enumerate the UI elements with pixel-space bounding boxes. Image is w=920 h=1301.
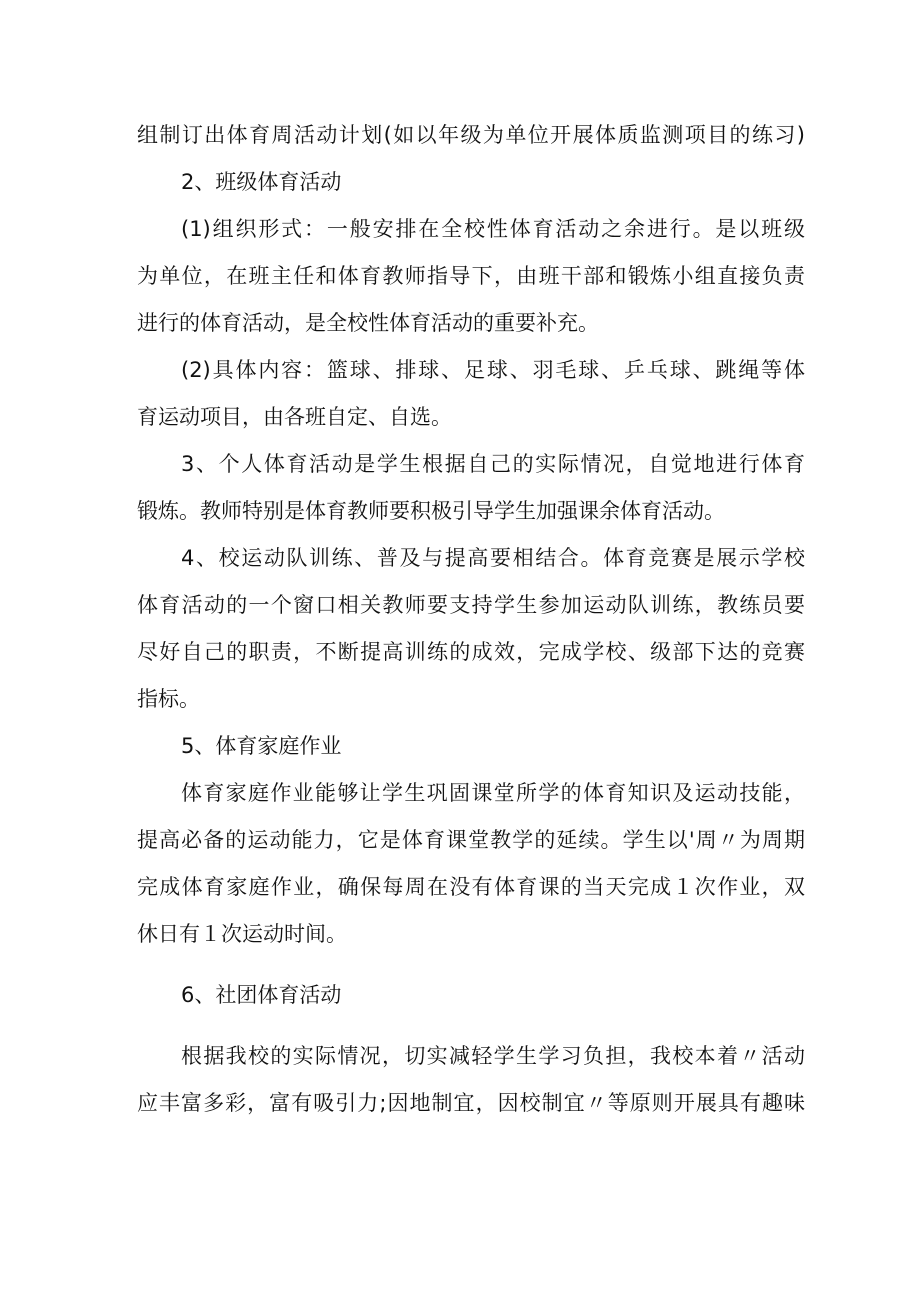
section-heading: 2、班级体育活动: [181, 170, 342, 194]
text-line: 组制订出体育周活动计划(如以年级为单位开展体质监测项目的练习): [137, 123, 805, 147]
text-line: 3、个人体育活动是学生根据自己的实际情况，自觉地进行体育: [181, 452, 805, 476]
text-line: 根据我校的实际情况，切实减轻学生学习负担，我校本着〃活动: [181, 1044, 805, 1068]
text-line: 完成体育家庭作业，确保每周在没有体育课的当天完成１次作业，双: [137, 875, 805, 899]
text-line: 锻炼。教师特别是体育教师要积极引导学生加强课余体育活动。: [137, 499, 725, 523]
section-heading: 6、社团体育活动: [181, 983, 342, 1007]
text-line: 育运动项目，由各班自定、自选。: [137, 405, 452, 429]
text-line: 体育家庭作业能够让学生巩固课堂所学的体育知识及运动技能，: [181, 781, 805, 805]
text-line: (1)组织形式：一般安排在全校性体育活动之余进行。是以班级: [181, 217, 805, 241]
document-body: [137, 112, 805, 1127]
text-line: 尽好自己的职责，不断提高训练的成效，完成学校、级部下达的竞赛: [137, 640, 805, 664]
section-heading: 5、体育家庭作业: [181, 734, 342, 758]
text-line: 应丰富多彩，富有吸引力;因地制宜，因校制宜〃等原则开展具有趣味: [137, 1091, 805, 1115]
text-line: 进行的体育活动，是全校性体育活动的重要补充。: [137, 311, 599, 335]
text-line: 提高必备的运动能力，它是体育课堂教学的延续。学生以'周〃为周期: [137, 828, 805, 852]
text-line: 指标。: [137, 687, 200, 711]
text-line: 体育活动的一个窗口相关教师要支持学生参加运动队训练，教练员要: [137, 593, 805, 617]
text-line: (2)具体内容：篮球、排球、足球、羽毛球、乒乓球、跳绳等体: [181, 358, 805, 382]
text-line: 为单位，在班主任和体育教师指导下，由班干部和锻炼小组直接负责: [137, 264, 805, 288]
text-line: 4、校运动队训练、普及与提高要相结合。体育竞赛是展示学校: [181, 546, 805, 570]
text-line: 休日有１次运动时间。: [137, 922, 347, 946]
